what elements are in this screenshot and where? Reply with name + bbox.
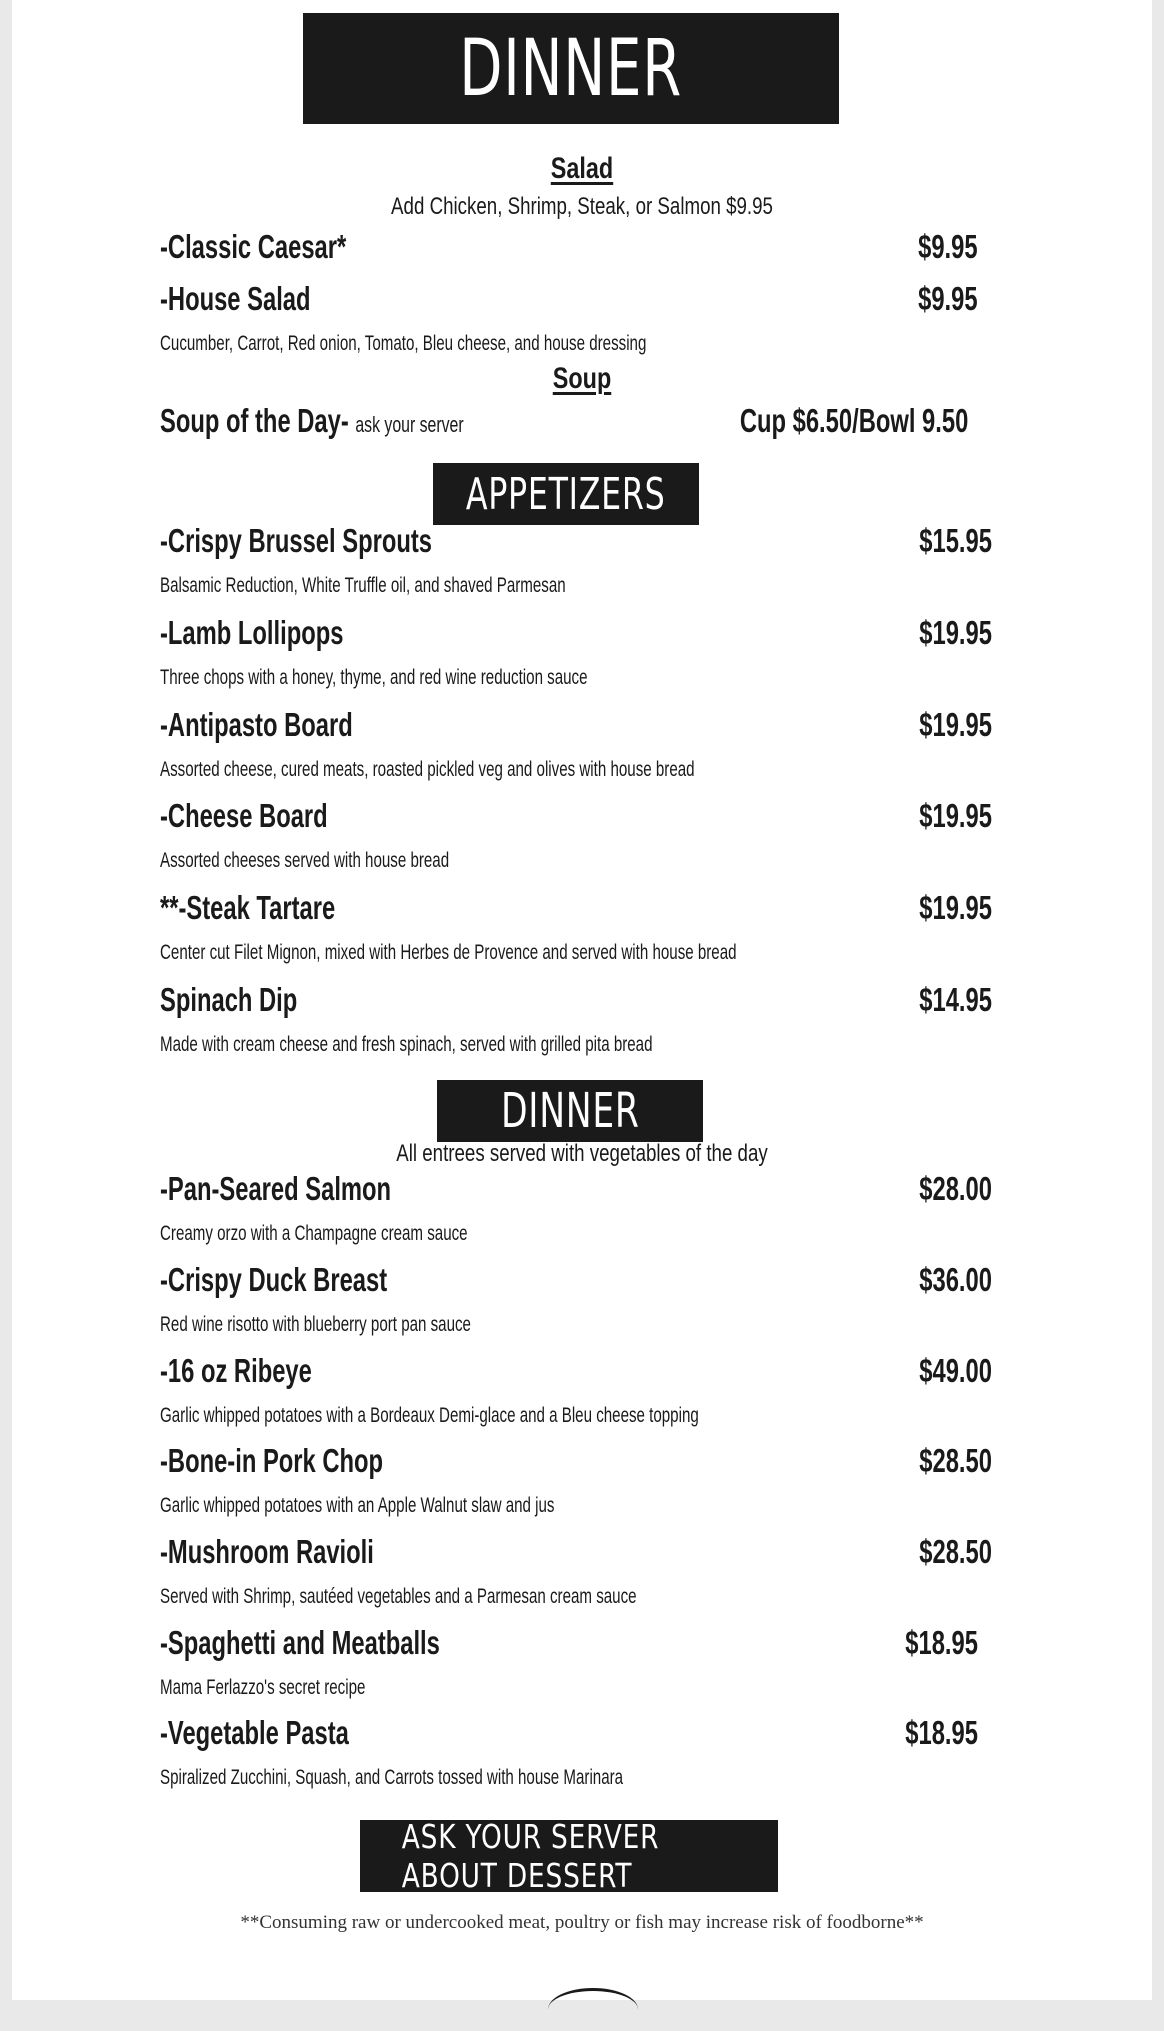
soup-sub-note: ask your server [355,412,464,437]
appetizers-heading: APPETIZERS [466,468,666,520]
salad-item-desc: Cucumber, Carrot, Red onion, Tomato, Bleu cheese, and house dressing [160,332,647,355]
appetizer-item-desc: Balsamic Reduction, White Truffle oil, and shaved Parmesan [160,574,566,597]
appetizer-item-name: -Antipasto Board [160,706,353,743]
appetizers-banner [433,463,699,525]
appetizer-item-price: $15.95 [919,522,992,559]
entree-item-desc: Garlic whipped potatoes with a Bordeaux Demi-glace and a Bleu cheese topping [160,1404,699,1427]
entree-item-desc: Spiralized Zucchini, Squash, and Carrots tossed with house Marinara [160,1766,624,1789]
entree-item-name: -16 oz Ribeye [160,1352,312,1389]
soup-heading: Soup [552,362,612,395]
entree-item-desc: Served with Shrimp, sautéed vegetables and a Parmesan cream sauce [160,1585,637,1608]
soup-name: Soup of the Day- [160,402,349,439]
appetizer-item-price: $19.95 [919,889,992,926]
entree-item-price: $49.00 [919,1352,992,1389]
menu-title: DINNER [459,23,683,114]
dinner-heading: DINNER [500,1083,640,1139]
entree-item-price: $36.00 [919,1261,992,1298]
appetizer-item-name: -Lamb Lollipops [160,614,344,651]
appetizer-item-name: -Crispy Brussel Sprouts [160,522,432,559]
entree-item-name: -Bone-in Pork Chop [160,1442,384,1479]
appetizer-item-price: $19.95 [919,797,992,834]
entree-item-price: $18.95 [905,1624,978,1661]
entree-item-desc: Creamy orzo with a Champagne cream sauce [160,1222,468,1245]
entree-item-price: $28.00 [919,1170,992,1207]
soup-item-name [160,402,464,440]
salad-addon-note: Add Chicken, Shrimp, Steak, or Salmon $9.95 [391,193,773,220]
appetizer-item-price: $19.95 [919,706,992,743]
dinner-note: All entrees served with vegetables of the day [396,1140,768,1167]
salad-item-name: -House Salad [160,280,311,317]
salad-item-price: $9.95 [918,228,978,265]
appetizer-item-desc: Center cut Filet Mignon, mixed with Herbes de Provence and served with house bread [160,941,737,964]
appetizer-item-name: -Cheese Board [160,797,328,834]
appetizer-item-name: **-Steak Tartare [160,889,336,926]
entree-item-price: $18.95 [905,1714,978,1751]
entree-item-desc: Red wine risotto with blueberry port pan sauce [160,1313,471,1336]
dinner-banner [437,1080,703,1142]
soup-price: Cup $6.50/Bowl 9.50 [739,402,968,439]
entree-item-desc: Garlic whipped potatoes with an Apple Walnut slaw and jus [160,1494,555,1517]
entree-item-name: -Mushroom Ravioli [160,1533,374,1570]
appetizer-item-desc: Assorted cheese, cured meats, roasted pickled veg and olives with house bread [160,758,695,781]
appetizer-item-price: $14.95 [919,981,992,1018]
menu-title-banner [303,13,839,124]
entree-item-name: -Vegetable Pasta [160,1714,349,1751]
entree-item-name: -Crispy Duck Breast [160,1261,388,1298]
entree-item-desc: Mama Ferlazzo's secret recipe [160,1676,366,1699]
entree-item-name: -Pan-Seared Salmon [160,1170,392,1207]
salad-item-name: -Classic Caesar* [160,228,347,265]
appetizer-item-price: $19.95 [919,614,992,651]
dessert-banner-text: ASK YOUR SERVER ABOUT DESSERT [401,1817,660,1895]
appetizer-item-desc: Made with cream cheese and fresh spinach, served with grilled pita bread [160,1033,653,1056]
entree-item-price: $28.50 [919,1442,992,1479]
appetizer-item-desc: Three chops with a honey, thyme, and red wine reduction sauce [160,666,588,689]
appetizer-item-desc: Assorted cheeses served with house bread [160,849,450,872]
salad-item-price: $9.95 [918,280,978,317]
appetizer-item-name: Spinach Dip [160,981,298,1018]
salad-heading: Salad [550,152,614,185]
food-safety-footnote: **Consuming raw or undercooked meat, poultry or fish may increase risk of foodborne** [240,1912,924,1933]
dessert-banner [360,1817,778,1895]
entree-item-name: -Spaghetti and Meatballs [160,1624,440,1661]
decorative-arc [548,1988,638,2031]
entree-item-price: $28.50 [919,1533,992,1570]
